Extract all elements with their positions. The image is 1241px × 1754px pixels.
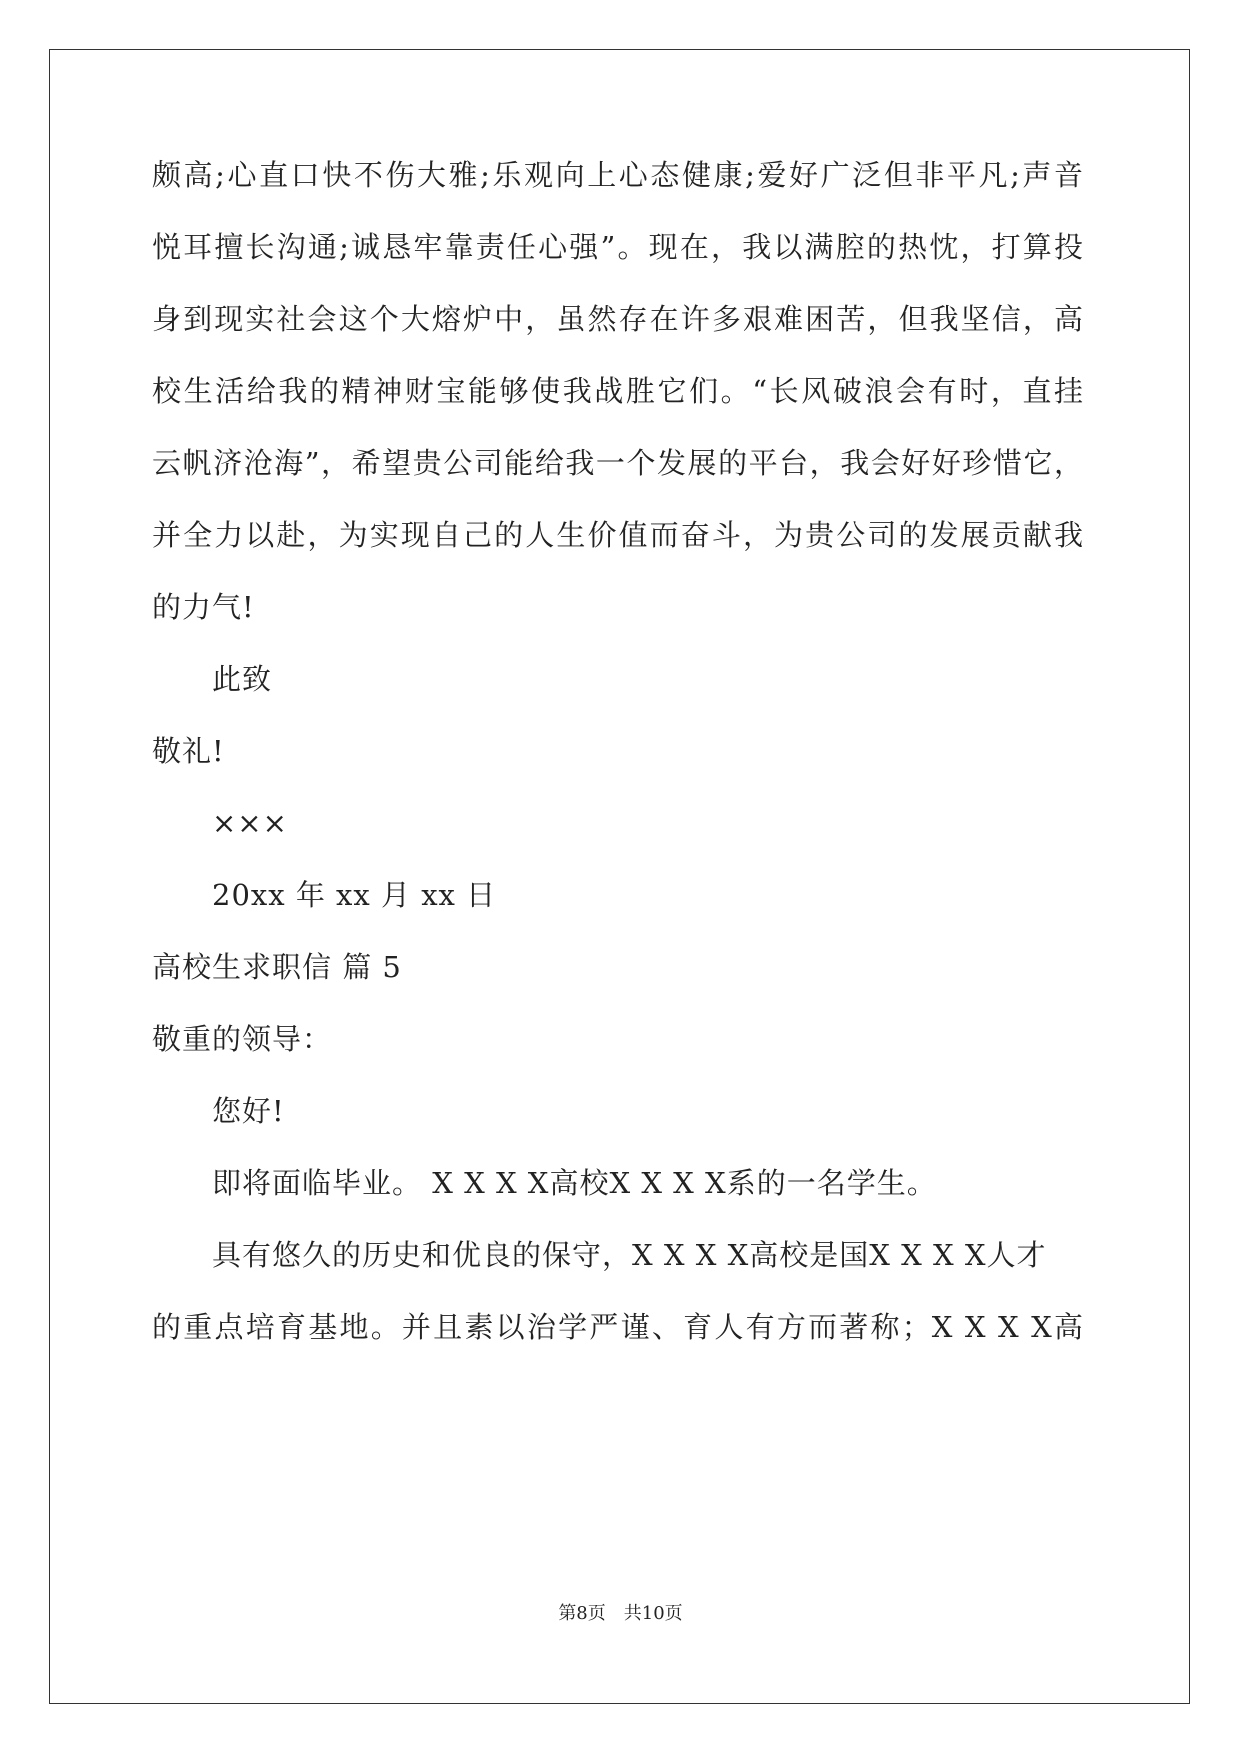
body-text-line: 身到现实社会这个大熔炉中，虽然存在许多艰难困苦，但我坚信，高 — [152, 302, 1084, 336]
body-text-line: 的力气! — [152, 590, 255, 624]
body-text-line: 颇高;心直口快不伤大雅;乐观向上心态健康;爱好广泛但非平凡;声音 — [152, 158, 1084, 192]
signature-name: ××× — [212, 806, 288, 840]
page-number-footer: 第8页 共10页 — [558, 1603, 683, 1624]
section-heading: 高校生求职信 篇 5 — [152, 950, 402, 984]
body-text-line: 的重点培育基地。并且素以治学严谨、育人有方而著称；X X X X高 — [152, 1310, 1084, 1344]
body-text-line: 即将面临毕业。 X X X X高校X X X X系的一名学生。 — [212, 1166, 937, 1200]
signature-date: 20xx 年 xx 月 xx 日 — [212, 878, 497, 912]
body-text-line: 具有悠久的历史和优良的保守，X X X X高校是国X X X X人才 — [212, 1238, 1047, 1272]
body-text-line: 悦耳擅长沟通;诚恳牢靠责任心强”。现在，我以满腔的热忱，打算投 — [152, 230, 1084, 264]
closing-regards: 敬礼! — [152, 734, 225, 768]
body-text-line: 云帆济沧海”，希望贵公司能给我一个发展的平台，我会好好珍惜它， — [152, 446, 1084, 480]
body-text-line: 校生活给我的精神财宝能够使我战胜它们。“长风破浪会有时，直挂 — [152, 374, 1084, 408]
letter-hello: 您好! — [212, 1094, 285, 1128]
body-text-line: 并全力以赴，为实现自己的人生价值而奋斗，为贵公司的发展贡献我 — [152, 518, 1084, 552]
letter-greeting: 敬重的领导： — [152, 1022, 333, 1056]
closing-salutation: 此致 — [212, 662, 273, 696]
